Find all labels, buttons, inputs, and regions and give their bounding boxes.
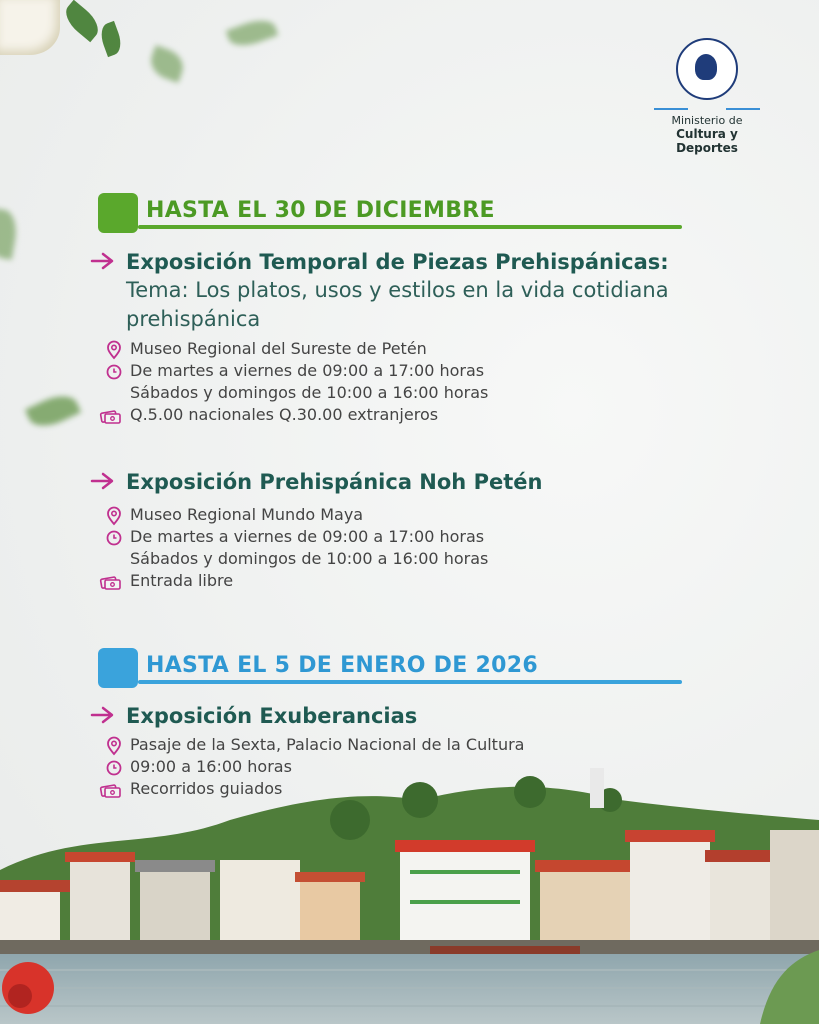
section-heading bbox=[98, 648, 682, 688]
arrow-right-icon bbox=[90, 472, 116, 490]
location-text: Museo Regional Mundo Maya bbox=[130, 505, 364, 524]
hours-text: De martes a viernes de 09:00 a 17:00 horas bbox=[130, 361, 485, 380]
logo-line1: Ministerio de bbox=[671, 114, 743, 127]
ticket-icon bbox=[96, 406, 122, 426]
price-text: Recorridos guiados bbox=[130, 779, 283, 798]
guatemala-seal-icon bbox=[676, 38, 738, 100]
section-heading bbox=[98, 193, 682, 233]
location-pin-icon bbox=[104, 340, 124, 360]
clock-icon bbox=[104, 362, 124, 382]
ministry-logo bbox=[648, 38, 766, 155]
location-pin-icon bbox=[104, 506, 124, 526]
location-text: Museo Regional del Sureste de Petén bbox=[130, 339, 427, 358]
logo-line2: Cultura y Deportes bbox=[676, 127, 738, 155]
hours-text: 09:00 a 16:00 horas bbox=[130, 757, 292, 776]
arrow-right-icon bbox=[90, 252, 116, 270]
arrow-right-icon bbox=[90, 706, 116, 724]
exhibition-subtitle: Tema: Los platos, usos y estilos en la vida cotidiana bbox=[126, 278, 669, 302]
exhibition-subtitle: prehispánica bbox=[126, 307, 261, 331]
section-heading-text: HASTA EL 5 DE ENERO DE 2026 bbox=[146, 653, 538, 678]
price-text: Q.5.00 nacionales Q.30.00 extranjeros bbox=[130, 405, 439, 424]
exhibition-title: Exposición Temporal de Piezas Prehispánicas: bbox=[126, 250, 669, 274]
hours-text: De martes a viernes de 09:00 a 17:00 horas bbox=[130, 527, 485, 546]
price-text: Entrada libre bbox=[130, 571, 234, 590]
hours-text: Sábados y domingos de 10:00 a 16:00 horas bbox=[130, 383, 489, 402]
location-pin-icon bbox=[104, 736, 124, 756]
ticket-icon bbox=[96, 572, 122, 592]
flower-decoration bbox=[0, 0, 60, 55]
hours-text: Sábados y domingos de 10:00 a 16:00 horas bbox=[130, 549, 489, 568]
lakeside-town-photo bbox=[0, 760, 819, 1024]
exhibition-title: Exposición Exuberancias bbox=[126, 704, 418, 728]
exhibition-title: Exposición Prehispánica Noh Petén bbox=[126, 470, 543, 494]
clock-icon bbox=[104, 528, 124, 548]
location-text: Pasaje de la Sexta, Palacio Nacional de la Cultura bbox=[130, 735, 525, 754]
section-heading-text: HASTA EL 30 DE DICIEMBRE bbox=[146, 198, 495, 223]
